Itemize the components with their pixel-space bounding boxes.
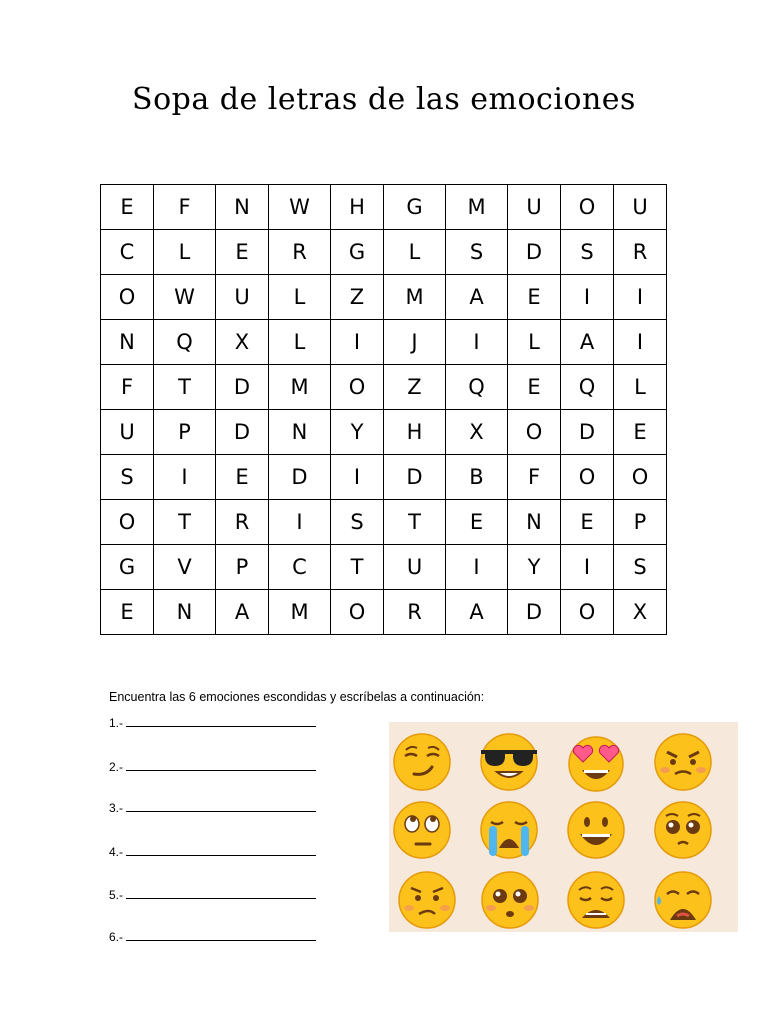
answer-blank[interactable] — [126, 801, 316, 812]
grid-cell[interactable]: Y — [331, 410, 384, 455]
grid-cell[interactable]: M — [446, 185, 508, 230]
grid-cell[interactable]: D — [216, 410, 269, 455]
grid-cell[interactable]: P — [154, 410, 216, 455]
grid-cell[interactable]: S — [101, 455, 154, 500]
grid-cell[interactable]: I — [561, 545, 614, 590]
grid-cell[interactable]: G — [101, 545, 154, 590]
grid-cell[interactable]: T — [154, 365, 216, 410]
grid-cell[interactable]: D — [384, 455, 446, 500]
grid-cell[interactable]: G — [384, 185, 446, 230]
grid-cell[interactable]: W — [154, 275, 216, 320]
grid-cell[interactable]: D — [216, 365, 269, 410]
grid-cell[interactable]: I — [561, 275, 614, 320]
grid-cell[interactable]: R — [269, 230, 331, 275]
heart-eyes-face-icon — [566, 732, 626, 792]
grid-cell[interactable]: E — [216, 230, 269, 275]
grid-cell[interactable]: D — [269, 455, 331, 500]
grid-cell[interactable]: S — [446, 230, 508, 275]
grid-cell[interactable]: H — [331, 185, 384, 230]
grid-cell[interactable]: X — [216, 320, 269, 365]
grid-row — [101, 320, 667, 365]
grid-cell[interactable]: I — [154, 455, 216, 500]
grid-cell[interactable]: W — [269, 185, 331, 230]
grid-cell[interactable]: L — [614, 365, 667, 410]
grid-cell[interactable]: I — [331, 455, 384, 500]
grid-row — [101, 500, 667, 545]
grid-cell[interactable]: L — [508, 320, 561, 365]
grid-cell[interactable]: E — [508, 365, 561, 410]
eye-roll-face-icon — [392, 800, 452, 860]
grid-cell[interactable]: P — [216, 545, 269, 590]
grid-cell[interactable]: O — [561, 455, 614, 500]
grid-cell[interactable]: O — [101, 500, 154, 545]
answer-blank[interactable] — [126, 888, 316, 899]
grid-cell[interactable]: L — [269, 275, 331, 320]
weary-face-icon — [566, 870, 626, 930]
grid-cell[interactable]: A — [446, 590, 508, 635]
grid-cell[interactable]: C — [269, 545, 331, 590]
grid-cell[interactable]: N — [216, 185, 269, 230]
grid-cell[interactable]: D — [561, 410, 614, 455]
grid-cell[interactable]: L — [154, 230, 216, 275]
answer-number: 2.- — [109, 760, 124, 774]
grid-cell[interactable]: A — [446, 275, 508, 320]
grid-row — [101, 590, 667, 635]
grid-cell[interactable]: O — [561, 185, 614, 230]
grid-cell[interactable]: R — [384, 590, 446, 635]
grid-cell[interactable]: M — [269, 365, 331, 410]
grid-cell[interactable]: F — [508, 455, 561, 500]
grid-cell[interactable]: I — [614, 275, 667, 320]
word-search-grid — [100, 184, 667, 635]
grid-cell[interactable]: A — [561, 320, 614, 365]
grid-cell[interactable]: I — [446, 545, 508, 590]
grid-cell[interactable]: C — [101, 230, 154, 275]
angry-face-icon — [653, 732, 713, 792]
grid-cell[interactable]: E — [614, 410, 667, 455]
grid-row — [101, 455, 667, 500]
grid-cell[interactable]: E — [101, 590, 154, 635]
grid-cell[interactable]: S — [331, 500, 384, 545]
grid-cell[interactable]: S — [614, 545, 667, 590]
grid-cell[interactable]: U — [101, 410, 154, 455]
grid-cell[interactable]: B — [446, 455, 508, 500]
grid-cell[interactable]: O — [101, 275, 154, 320]
grid-cell[interactable]: M — [384, 275, 446, 320]
grid-cell[interactable]: Q — [446, 365, 508, 410]
grid-cell[interactable]: L — [384, 230, 446, 275]
grid-cell[interactable]: U — [216, 275, 269, 320]
answer-line-3[interactable] — [109, 801, 329, 815]
smirking-face-icon — [392, 732, 452, 792]
answer-line-1[interactable] — [109, 716, 329, 730]
grid-row — [101, 185, 667, 230]
grid-cell[interactable]: P — [614, 500, 667, 545]
page-title: Sopa de letras de las emociones — [132, 82, 636, 117]
answer-line-5[interactable] — [109, 888, 329, 902]
answer-number: 3.- — [109, 801, 124, 815]
grid-cell[interactable]: U — [384, 545, 446, 590]
sunglasses-face-icon — [479, 732, 539, 792]
grid-cell[interactable]: X — [446, 410, 508, 455]
grid-cell[interactable]: E — [216, 455, 269, 500]
grid-cell[interactable]: I — [614, 320, 667, 365]
grid-cell[interactable]: S — [561, 230, 614, 275]
grid-cell[interactable]: O — [508, 410, 561, 455]
grid-cell[interactable]: T — [154, 500, 216, 545]
grid-cell[interactable]: A — [216, 590, 269, 635]
answer-blank[interactable] — [126, 845, 316, 856]
grid-cell[interactable]: G — [331, 230, 384, 275]
grid-cell[interactable]: T — [331, 545, 384, 590]
grid-cell[interactable]: I — [446, 320, 508, 365]
grid-cell[interactable]: N — [269, 410, 331, 455]
grid-cell[interactable]: M — [269, 590, 331, 635]
grid-cell[interactable]: N — [508, 500, 561, 545]
answer-blank[interactable] — [126, 930, 316, 941]
grid-cell[interactable]: Q — [154, 320, 216, 365]
grid-cell[interactable]: Q — [561, 365, 614, 410]
grid-cell[interactable]: U — [508, 185, 561, 230]
grid-cell[interactable]: Z — [331, 275, 384, 320]
answer-number: 1.- — [109, 716, 124, 730]
grid-cell[interactable]: V — [154, 545, 216, 590]
answer-blank[interactable] — [126, 760, 316, 771]
grid-cell[interactable]: F — [101, 365, 154, 410]
grid-cell[interactable]: D — [508, 230, 561, 275]
grid-cell[interactable]: F — [154, 185, 216, 230]
emoji-panel — [389, 722, 738, 932]
grid-cell[interactable]: E — [446, 500, 508, 545]
answer-line-6[interactable] — [109, 930, 329, 944]
grid-cell[interactable]: O — [561, 590, 614, 635]
grid-cell[interactable]: L — [269, 320, 331, 365]
grid-cell[interactable]: Z — [384, 365, 446, 410]
grid-cell[interactable]: J — [384, 320, 446, 365]
grid-row — [101, 545, 667, 590]
grid-cell[interactable]: I — [269, 500, 331, 545]
grid-row — [101, 275, 667, 320]
grid-row — [101, 230, 667, 275]
grid-row — [101, 410, 667, 455]
grid-cell[interactable]: D — [508, 590, 561, 635]
grid-cell[interactable]: O — [331, 590, 384, 635]
grid-cell[interactable]: H — [384, 410, 446, 455]
grid-cell[interactable]: O — [614, 455, 667, 500]
grid-cell[interactable]: O — [331, 365, 384, 410]
grid-cell[interactable]: X — [614, 590, 667, 635]
anxious-sweat-face-icon — [653, 870, 713, 930]
grid-cell[interactable]: E — [508, 275, 561, 320]
pleading-face-icon — [653, 800, 713, 860]
answer-blank[interactable] — [126, 716, 316, 727]
grid-row — [101, 365, 667, 410]
answer-number: 6.- — [109, 930, 124, 944]
confused-face-icon — [397, 870, 457, 930]
grid-cell[interactable]: U — [614, 185, 667, 230]
grid-cell[interactable]: T — [384, 500, 446, 545]
grid-cell[interactable]: N — [154, 590, 216, 635]
answer-number: 4.- — [109, 845, 124, 859]
grid-cell[interactable]: Y — [508, 545, 561, 590]
answer-line-2[interactable] — [109, 760, 329, 774]
instructions-text: Encuentra las 6 emociones escondidas y escríbelas a continuación: — [109, 690, 485, 704]
grid-cell[interactable]: R — [614, 230, 667, 275]
grid-cell[interactable]: R — [216, 500, 269, 545]
grid-cell[interactable]: I — [331, 320, 384, 365]
pleading-face-2-icon — [480, 870, 540, 930]
grinning-face-icon — [566, 800, 626, 860]
crying-face-icon — [479, 800, 539, 860]
grid-cell[interactable]: N — [101, 320, 154, 365]
grid-cell[interactable]: E — [561, 500, 614, 545]
grid-cell[interactable]: E — [101, 185, 154, 230]
answer-line-4[interactable] — [109, 845, 329, 859]
answer-number: 5.- — [109, 888, 124, 902]
